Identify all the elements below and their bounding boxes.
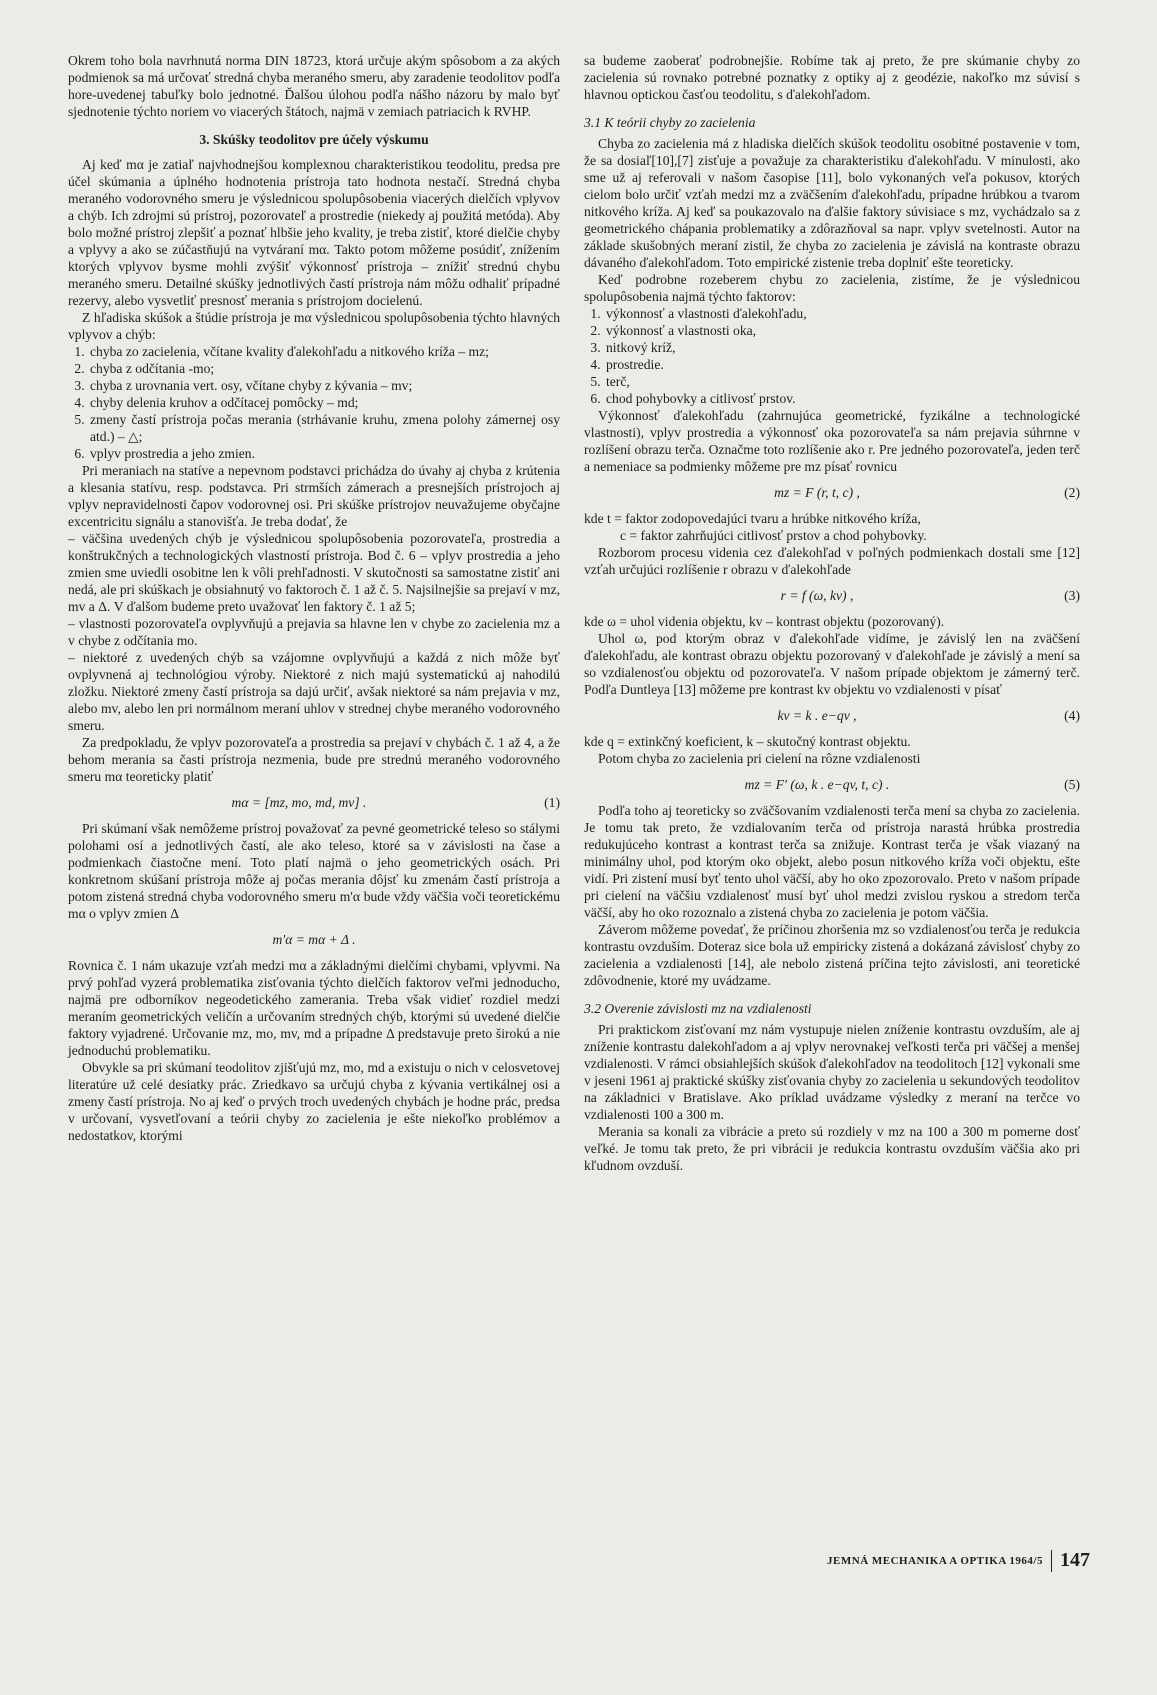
paragraph: Pri praktickom zisťovaní mz nám vystupuje nielen zníženie kontrastu ovzduším, ale aj zníženie kontrastu dalekohľadom a aj vplyv nerovnakej veľkosti terča pri väčšej a menšej vzdialenosti. V rámci obsiahlejších skúšok ďalekohľadov na teodolitoch [12] vykonali sme v jeseni 1961 aj praktické skúšky zisťovania chyby zo zacielenia u sekundových teodolitov na základnici v Bratislave. Ako príklad uvádzame výsledky z meraní na terčce vo vzdialenosti 100 a 300 m. [584, 1022, 1080, 1122]
aiming-factors-list [584, 305, 1080, 407]
equation-3 [584, 587, 1080, 604]
paragraph: Potom chyba zo zacielenia pri cielení na rôzne vzdialenosti [598, 751, 921, 766]
paragraph: kde q = extinkčný koeficient, k – skutočný kontrast objektu. [584, 734, 911, 749]
paragraph: Obvykle sa pri skúmaní teodolitov zjišťujú mz, mo, md a existuju o nich v celosvetovej literatúre už celé desiatky prác. Zriedkavo sa určujú chyba z kývania vertikálnej osi a zmeny častí prístroja. No aj keď o prvých troch uvedených chybách je hodne prác, predsa v určovaní, vysvetľovaní a teórii chyby zo zacielenia je ešte niekoľko problémov a nedostatkov, ktorými [68, 1060, 560, 1143]
paragraph: Záverom môžeme povedať, že príčinou zhoršenia mz so vzdialenosťou terča je redukcia kontrastu ovzduším. Doteraz sice bola už empiricky zistená a dokázaná závislosť chyby zo zacielenia a vzdialenosti [14], ale nebolo zistená príčina tejto závislosti, ani teoretické zdôvodnenie, ktoré my uvádzame. [584, 922, 1080, 988]
equation-1 [68, 794, 560, 811]
paragraph: Rozborom procesu videnia cez ďalekohľad v poľných podmienkach dostali sme [12] vzťah určujúci rozlíšenie r obrazu v ďalekohľade [584, 545, 1080, 577]
list-item: 3. nitkový kríž, [604, 339, 1080, 356]
list-item: 4. prostredie. [604, 356, 1080, 373]
equation-expression: kv = k . e−qv , [777, 708, 857, 723]
journal-name: JEMNÁ MECHANIKA A OPTIKA 1964/5 [827, 1554, 1043, 1567]
left-column [68, 52, 560, 1144]
list-item: 5. terč, [604, 373, 1080, 390]
paragraph: Podľa toho aj teoreticky so zväčšovaním vzdialenosti terča mení sa chyba zo zacielenia. Je tomu tak preto, že vzdialovaním terča od prístroja narastá hrúbka prostredia redukujúceho kontrast a kontrast terča sa znižuje. Kontrast terča je však viazaný na minimálny uhol, pod ktorým oko objekt, alebo posun nitkového kríža voči objektu, ešte vidí. Pri zistení musí byť tento uhol väčší, aby ho oko zpozorovalo. Preto v našom prípade pri cielení na väčšiu vzdialenosť musí byť uhol medzi zvislou ryskou a stredom terča väčší, aby ho oko rozoznalo a zistená chyba zo zacielenia je potom väčšia. [584, 803, 1080, 920]
right-column [584, 52, 1080, 1174]
error-sources-list [68, 343, 560, 462]
page-footer [700, 1549, 1090, 1572]
paragraph: Výkonnosť ďalekohľadu (zahrnujúca geometrické, fyzikálne a technologické vlastnosti), vplyv prostredia a výkonnosť oka pozorovateľa sa nám prejavia súhrnne v rozlíšení obrazu terča. Označme toto rozlíšenie ako r. Pre jedného pozorovateľa, jeden terč a nemeniace sa podmienky môžeme pre mz písať rovnicu [584, 408, 1080, 474]
paragraph: Aj keď mα je zatiaľ najvhodnejšou komplexnou charakteristikou teodolitu, predsa pre účel skúmania a úplného hodnotenia prístroja tato hodnota nestačí. Stredná chyba meraného vodorovného smeru je výslednicou spolupôsobenia viacerých dielčích vplyvov a chýb. Ich zdrojmi sú prístroj, pozorovateľ a prostredie (niekedy aj použitá metóda). Aby bolo možné prístroj zlepšiť a poznať hlbšie jeho kvality, je treba zistiť, ktoré dielčie chyby a vplyvy a ako se zúčastňujú na vytváraní mα. Takto potom môžeme posúdiť, znížením ktorých vplyvov bysme mohli zvýšiť výkonnosť prístroja – znížiť strednú chybu meraného smeru. Detailné skúšky jednotlivých častí prístroja nám môžu odhaliť prípadné rezervy, alebo vysvetliť presnosť merania s prístrojom docielenú. [68, 157, 560, 308]
paragraph: Z hľadiska skúšok a štúdie prístroja je mα výslednicou spolupôsobenia týchto hlavných vplyvov a chýb: [68, 310, 560, 342]
paragraph: Uhol ω, pod ktorým obraz v ďalekohľade vidíme, je závislý len na zväčšení ďalekohľadu, ale kontrast obrazu objektu pozorovaný v ďalekohľade je závislý a mení sa so vzdialenosťou objektu od pozorovateľa. V našom prípade objektom je zámerný terč. Podľa Duntleya [13] môžeme pre kontrast kv objektu vo vzdialenosti v písať [584, 631, 1080, 697]
paragraph: Za predpokladu, že vplyv pozorovateľa a prostredia sa prejaví v chybách č. 1 až 4, a že behom merania sa časti prístroja nezmenia, bude pre strednú meraného vodorovného smeru mα teoreticky platiť [68, 735, 560, 784]
equation-expression: mz = F (r, t, c) , [774, 485, 860, 500]
equation-4 [584, 707, 1080, 724]
paragraph: kde ω = uhol videnia objektu, kv – kontrast objektu (pozorovaný). [584, 614, 945, 629]
list-item: 2. chyba z odčítania -mo; [88, 360, 560, 377]
list-item: 4. chyby delenia kruhov a odčítacej pomôcky – md; [88, 394, 560, 411]
paragraph: Pri meraniach na statíve a nepevnom podstavci prichádza do úvahy aj chyba z krútenia a klesania statívu, resp. podstavca. Pri strmších zámerach a presnejších prístrojoch aj vplyv nepravidelnosti čapov vodorovnej osi. Pri skúške prístrojov neuvažujeme obyčajne excentricitu signálu a stanovišťa. Je treba dodať, že [68, 463, 560, 529]
equation-number: (5) [1064, 777, 1080, 792]
equation-prime: m'α = mα + Δ . [272, 932, 356, 947]
list-item: 2. výkonnosť a vlastnosti oka, [604, 322, 1080, 339]
equation-number: (3) [1064, 588, 1080, 603]
equation-expression: r = f (ω, kv) , [780, 588, 854, 603]
list-item: 5. zmeny častí prístroja počas merania (strhávanie kruhu, zmena polohy zámernej osy atd.) – △; [88, 411, 560, 445]
paragraph: – väčšina uvedených chýb je výslednicou spolupôsobenia pozorovateľa, prostredia a konštrukčných a technologických vlastností prístroja. Bod č. 6 – vplyv prostredia a jeho zmien sme uviedli osobitne len k vôli prehľadnosti. V skutočnosti sa samostatne zistiť ani nedá, ale pri skúškach je obsiahnutý vo faktoroch č. 1 až č. 5. Najsilnejšie sa prejaví v mz, mv a Δ. V ďalšom budeme preto uvažovať len faktory č. 1 až 5; [68, 531, 560, 614]
subsection-title: 3.1 K teórii chyby zo zacielenia [584, 115, 756, 130]
paragraph: Merania sa konali za vibrácie a preto sú rozdiely v mz na 100 a 300 m pomerne dosť veľké. Je tomu tak preto, že pri vibrácii je redukcia kontrastu ovzduším väčšia ako pri kľudnom ovzduší. [584, 1124, 1080, 1173]
equation-expression: mα = [mz, mo, md, mv] . [231, 795, 367, 810]
equation-2 [584, 484, 1080, 501]
paragraph: Keď podrobne rozeberem chybu zo zacielenia, zistíme, že je výslednicou spolupôsobenia najmä týchto faktorov: [584, 272, 1080, 304]
paragraph: Chyba zo zacielenia má z hladiska dielčích skúšok teodolitu osobitné postavenie v tom, že sa dosiaľ[10],[7] zisťuje a považuje za charakteristiku ďalekohľadu. V minulosti, ako sme už aj referovali v našom časopise [11], bolo vykonaných veľa pokusov, ktorých cielom bolo určiť vzťah medzi mz a zväčšením ďalekohľadu, prípadne hrúbkou a tvarom nitkového kríža. Aj keď sa poukazovalo na ďalšie faktory súvisiace s mz, vychádzalo sa z geometrického chápania problematiky a zdôrazňoval sa napr. vplyv svetelnosti. Autor na základe skušobných meraní zistil, že chyba zo zacielenia je závislá na kontraste obrazu dávaného ďalekohľadom. Toto empirické zistenie treba doplniť ešte teoreticky. [584, 136, 1080, 270]
page-number: 147 [1060, 1549, 1090, 1571]
paragraph: – vlastnosti pozorovateľa ovplyvňujú a prejavia sa hlavne len v chybe zo zacielenia mz a v chybe z odčítania mo. [68, 616, 560, 648]
list-item: 3. chyba z urovnania vert. osy, včítane chyby z kývania – mv; [88, 377, 560, 394]
equation-number: (1) [544, 795, 560, 810]
list-item: 1. výkonnosť a vlastnosti ďalekohľadu, [604, 305, 1080, 322]
subsection-title: 3.2 Overenie závislosti mz na vzdialenosti [584, 1001, 812, 1016]
equation-number: (2) [1064, 485, 1080, 500]
list-item: 6. chod pohybovky a citlivosť prstov. [604, 390, 1080, 407]
paragraph: – niektoré z uvedených chýb sa vzájomne ovplyvňujú a každá z nich môže byť ovplyvnená aj technológiou výroby. Niektoré z nich majú systematickú aj nahodilú zložku. Niektoré zmeny častí prístroja sa dajú určiť, avšak niektoré sa nám prejavia v mz, alebo mv, alebo len pri normálnom meraní uhlov v strednej chybe meraného vodorovného smeru. [68, 650, 560, 733]
list-item: 6. vplyv prostredia a jeho zmien. [88, 445, 560, 462]
paragraph: Pri skúmaní však nemôžeme prístroj považovať za pevné geometrické teleso so stálymi polohami osí a jednotlivých častí, ale ako teleso, ktoré sa v závislosti na čase a podmienkach čiastočne mení. Toto platí najmä o jeho geometrických osách. Pri konkretnom skúšaní prístroja môže aj počas merania dôjsť ku zmenám častí prístroja a potom zistená stredná chyba vodorovného smeru m'α bude vždy väčšia voči teoretickému mα o vplyv zmien Δ [68, 821, 560, 921]
equation-number: (4) [1064, 708, 1080, 723]
equation-5 [584, 776, 1080, 793]
section-title: 3. Skúšky teodolitov pre účely výskumu [199, 132, 429, 147]
intro-paragraph: Okrem toho bola navrhnutá norma DIN 18723, ktorá určuje akým spôsobom a za akých podmienok sa má určovať stredná chyba meraného smeru, aby zaradenie teodolitov podľa hore-uvedenej tabuľky bolo jednotné. Ďalšou úlohou podľa nášho názoru by malo byť sjednotenie týchto noriem vo viacerých štátoch, najmä v zemiach patriacich k RVHP. [68, 53, 560, 119]
intro-paragraph: sa budeme zaoberať podrobnejšie. Robíme tak aj preto, že pre skúmanie chyby zo zacielenia sú rovnako potrebné poznatky z optiky aj z geodézie, nakoľko mz súvisí s hlavnou optickou časťou teodolitu, s ďalekohľadom. [584, 53, 1080, 102]
equation-expression: mz = F′ (ω, k . e−qv, t, c) . [744, 777, 890, 792]
definition-line: c = faktor zahrňujúci citlivosť prstov a chod pohybovky. [620, 528, 927, 543]
paragraph: Rovnica č. 1 nám ukazuje vzťah medzi mα a základnými dielčími chybami, vplyvmi. Na prvý pohľad vyzerá problematika zisťovania týchto dielčích faktorov veľmi jednoducho, najmä pre odborníkov negeodetického zamerania. Treba však vidieť rozdiel medzi meraním geometrických veličín a určovaním stredných chýb, ktorými sú uvedené dielčie faktory vyjadrené. Určovanie mz, mo, mv, md a prípadne Δ predstavuje preto širokú a nie jednoduchú problematiku. [68, 958, 560, 1058]
definition-line: kde t = faktor zodopovedajúci tvaru a hrúbke nitkového kríža, [584, 511, 921, 526]
list-item: 1. chyba zo zacielenia, včítane kvality ďalekohľadu a nitkového kríža – mz; [88, 343, 560, 360]
footer-divider [1051, 1550, 1052, 1572]
